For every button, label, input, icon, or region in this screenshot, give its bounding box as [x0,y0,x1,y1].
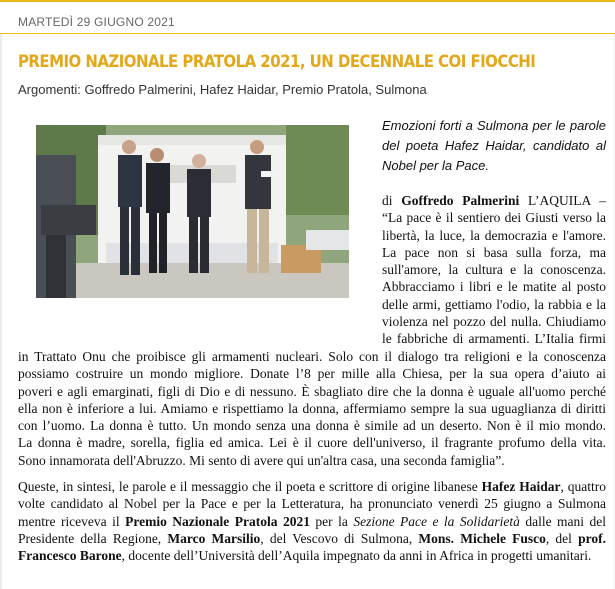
quote-line: violenza nel pozzo del nulla. Chiudiamo [382,314,606,330]
quote-line: le fabbriche di armamenti. L’Italia firmi [382,331,606,347]
award-ceremony-photo [36,125,349,298]
byline [382,192,606,209]
president-name: Marco Marsilio [167,530,261,546]
quote-line: sull'amore, la cultura e la conoscenza. [382,262,606,278]
lead-summary: Emozioni forti a Sulmona per le parole del poeta Hafez Haidar, candidato al Nobel per la Pace. [382,118,606,173]
quote-line: libertà, la luce, la democrazia e l'amore. [382,227,606,243]
left-border [0,34,2,589]
byline-place: L’AQUILA – [519,193,606,208]
byline-prefix: di [382,193,402,208]
text-run: , del Vescovo di Sulmona, [260,530,419,546]
quote-line: ella non è inferiore a lui. Amiamo e rispettiamo la donna, affermiamo sempre la sua uguaglianza di diritti [18,400,606,416]
text-run: , del [545,530,579,546]
date-bar [0,0,615,34]
quote-line: La pace non si basa sulla forza, ma [382,244,606,260]
article-tags: Argomenti: Goffredo Palmerini, Hafez Haidar, Premio Pratola, Sulmona [18,82,427,97]
quote-line: La donna è madre, sorella, figlia ed amica. Lei è il cuore dell'universo, il fragrante profumo della vita. [18,435,606,451]
poet-name: Hafez Haidar [481,479,561,494]
bishop-name: Mons. Michele Fusco [418,530,546,546]
quote-paragraph-top [382,192,606,348]
award-name: Premio Nazionale Pratola 2021 [125,513,310,529]
text-run: , docente dell’Università dell’Aquila impegnato da anni in Africa in progetti umanitari. [121,548,592,564]
article-title[interactable]: PREMIO NAZIONALE PRATOLA 2021, UN DECENNALE COI FIOCCHI [18,52,536,72]
professor-name: prof. Francesco Barone [18,530,606,564]
quote-line: Sono innamorata dell'Abruzzo. Mi sento di avere qui un'altra casa, una seconda famiglia”. [18,452,505,468]
quote-line: “La pace è il sentiero dei Giusti verso la [382,210,606,226]
quote-line: in Trattato Onu che proibisce gli armamenti nucleari. Solo con il dialogo tra religioni e la conoscenza [18,349,606,364]
quote-paragraph-full [18,348,606,469]
quote-line: con l’uomo. La donna è tutto. Un mondo senza una donna è simile ad un deserto. Non è il mio mondo. [18,418,606,434]
body-paragraph [18,478,606,564]
text-run: dalle mani del Presidente della Regione, [18,513,606,546]
post-date: MARTEDÌ 29 GIUGNO 2021 [18,15,175,29]
quote-line: Abbracciamo i libri e le matite al posto [382,279,606,295]
photo-illustration [36,125,349,298]
quote-line: delle armi, gettiamo l'odio, la rabbia e la [382,296,606,312]
text-run: per la [309,513,354,529]
text-run: , quattro volte candidato al Nobel per la Pace e per la Letteratura, ha pronunciato venerdì 25 giugno a Sulmona mentre riceveva il [18,479,606,529]
award-section: Sezione Pace e la Solidarietà [353,513,520,529]
text-run: Queste, in sintesi, le parole e il messaggio che il poeta e scrittore di origine libanese [18,479,482,494]
author-name: Goffredo Palmerini [401,193,520,208]
quote-line: poveri e agli emarginati, figli di Dio e di nessuno. È sbagliato dire che la donna è uguale all'uomo perché [18,383,606,399]
quote-line: possiamo costruire un mondo migliore. Donate l’8 per mille alla Chiesa, per la sua opera d’aiuto ai [18,366,606,382]
